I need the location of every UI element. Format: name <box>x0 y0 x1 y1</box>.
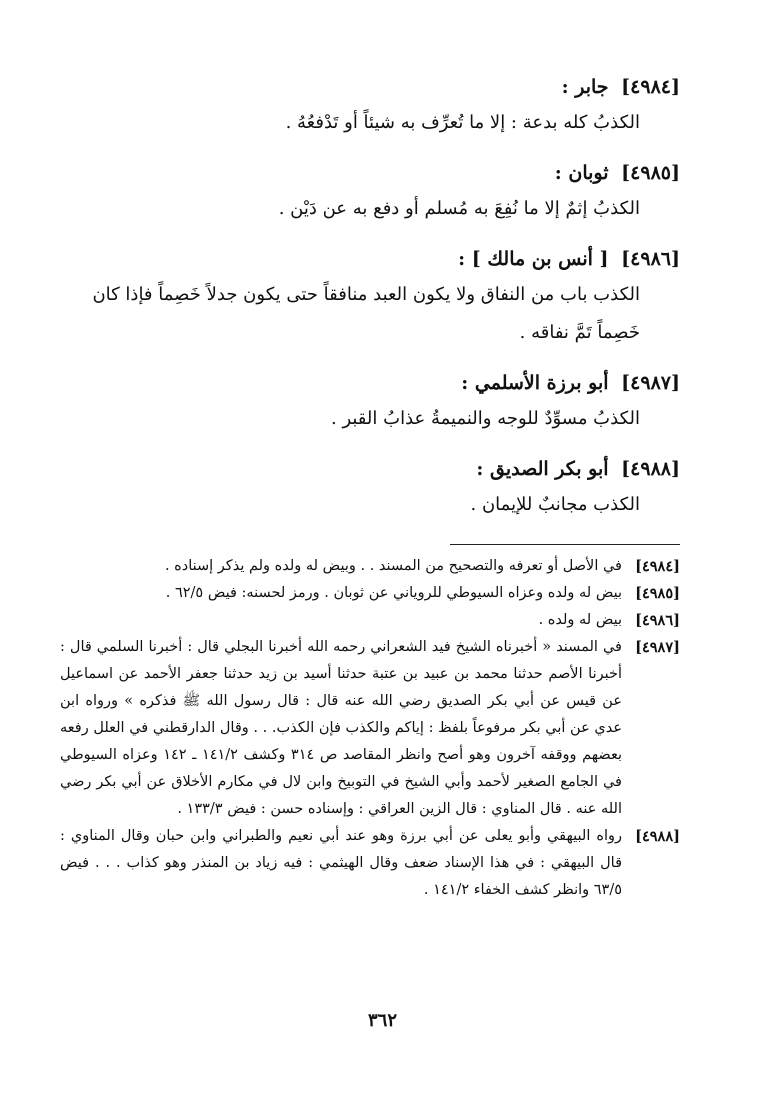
entry-text: الكذبُ كله بدعة : إلا ما تُعرِّف به شيئاً أو تَدْفعُهُ . <box>285 112 640 133</box>
entry-heading <box>60 366 680 400</box>
footnote-number: [٤٩٨٥] <box>635 585 680 602</box>
footnote-text: في المسند « أخبرناه الشيخ فيد الشعراني رحمه الله أخبرنا البجلي قال : أخبرنا السلمي قال : أخبرنا الأصم حدثنا محمد بن عبيد بن عتبة حدثنا أسيد بن زيد حدثنا جعفر الأحمد عن اسماعيل عن قيس عن أبي بكر الصديق رضي الله عنه قال : قال رسول الله ﷺ فذكره » ورواه ابن عدي عن أبي بكر مرفوعاً بلفظ : إياكم والكذب فإن الكذب. . . وقال الدارقطني في العلل رفعه بعضهم ووقفه آخرون وهو أصح وانظر المقاصد ص ٣١٤ وكشف ١٤١/٢ ـ ١٤٢ وعزاه السيوطي في الجامع الصغير لأحمد وأبي الشيخ في التوبيخ وابن لال في مكارم الأخلاق عن أبي بكر رضي الله عنه . قال المناوي : قال الزين العراقي : وإسناده حسن : فيض ١٣٣/٣ . <box>60 639 623 817</box>
page-number: ٣٦٢ <box>367 1010 397 1031</box>
footnote-number: [٤٩٨٨] <box>635 828 680 845</box>
footnote-4984 <box>60 553 680 580</box>
hadith-entry-4984 <box>60 70 680 142</box>
footnote-text: بيض له ولده وعزاه السيوطي للروياني عن ثوبان . ورمز لحسنه: فيض ٦٢/٥ . <box>165 585 622 601</box>
entry-text: الكذب باب من النفاق ولا يكون العبد منافقاً حتى يكون جدلاً خَصِماً فإذا كان خَصِماً تَمَّ نفاقه . <box>92 284 640 343</box>
page-body <box>60 70 680 904</box>
footnote-text: في الأصل أو تعرفه والتصحيح من المسند . . وبيض له ولده ولم يذكر إسناده . <box>164 558 622 574</box>
entry-narrator: جابر : <box>561 76 609 98</box>
footnote-4987 <box>60 634 680 823</box>
hadith-entry-4988 <box>60 452 680 524</box>
footnote-text: رواه البيهقي وأبو يعلى عن أبي برزة وهو عند أبي نعيم والطبراني وابن حبان وقال المناوي : قال البيهقي : في هذا الإسناد ضعف وقال الهيثمي : فيه زياد بن المنذر وهو كذاب . . . فيض ٦٣/٥ وانظر كشف الخفاء ١٤١/٢ . <box>60 828 622 898</box>
footnote-number: [٤٩٨٦] <box>635 612 680 629</box>
entry-heading <box>60 70 680 104</box>
footnote-text: بيض له ولده . <box>538 612 622 628</box>
footnote-4988 <box>60 823 680 904</box>
hadith-entry-4985 <box>60 156 680 228</box>
entry-number: [٤٩٨٨] <box>621 458 680 480</box>
entry-number: [٤٩٨٥] <box>621 162 680 184</box>
hadith-entry-4986 <box>60 242 680 352</box>
entry-heading <box>60 242 680 276</box>
footnote-4986 <box>60 607 680 634</box>
entry-number: [٤٩٨٧] <box>621 372 680 394</box>
entry-number: [٤٩٨٤] <box>621 76 680 98</box>
footnote-divider <box>450 544 680 545</box>
entry-heading <box>60 156 680 190</box>
entry-narrator: أبو بكر الصديق : <box>476 458 609 480</box>
entry-narrator: ثوبان : <box>554 162 609 184</box>
entry-text: الكذبُ مسوِّدٌ للوجه والنميمةُ عذابُ القبر . <box>331 408 640 429</box>
entry-number: [٤٩٨٦] <box>621 248 680 270</box>
hadith-entry-4987 <box>60 366 680 438</box>
entry-heading <box>60 452 680 486</box>
footnote-4985 <box>60 580 680 607</box>
footnote-number: [٤٩٨٧] <box>635 639 680 656</box>
entry-narrator: أبو برزة الأسلمي : <box>461 372 609 394</box>
entry-text: الكذب مجانبٌ للإيمان . <box>470 494 640 515</box>
entry-text: الكذبُ إثمٌ إلا ما نُفِعَ به مُسلم أو دفع به عن دَيْن . <box>278 198 640 219</box>
footnote-number: [٤٩٨٤] <box>635 558 680 575</box>
entry-narrator: [ أنس بن مالك ] : <box>458 248 609 270</box>
